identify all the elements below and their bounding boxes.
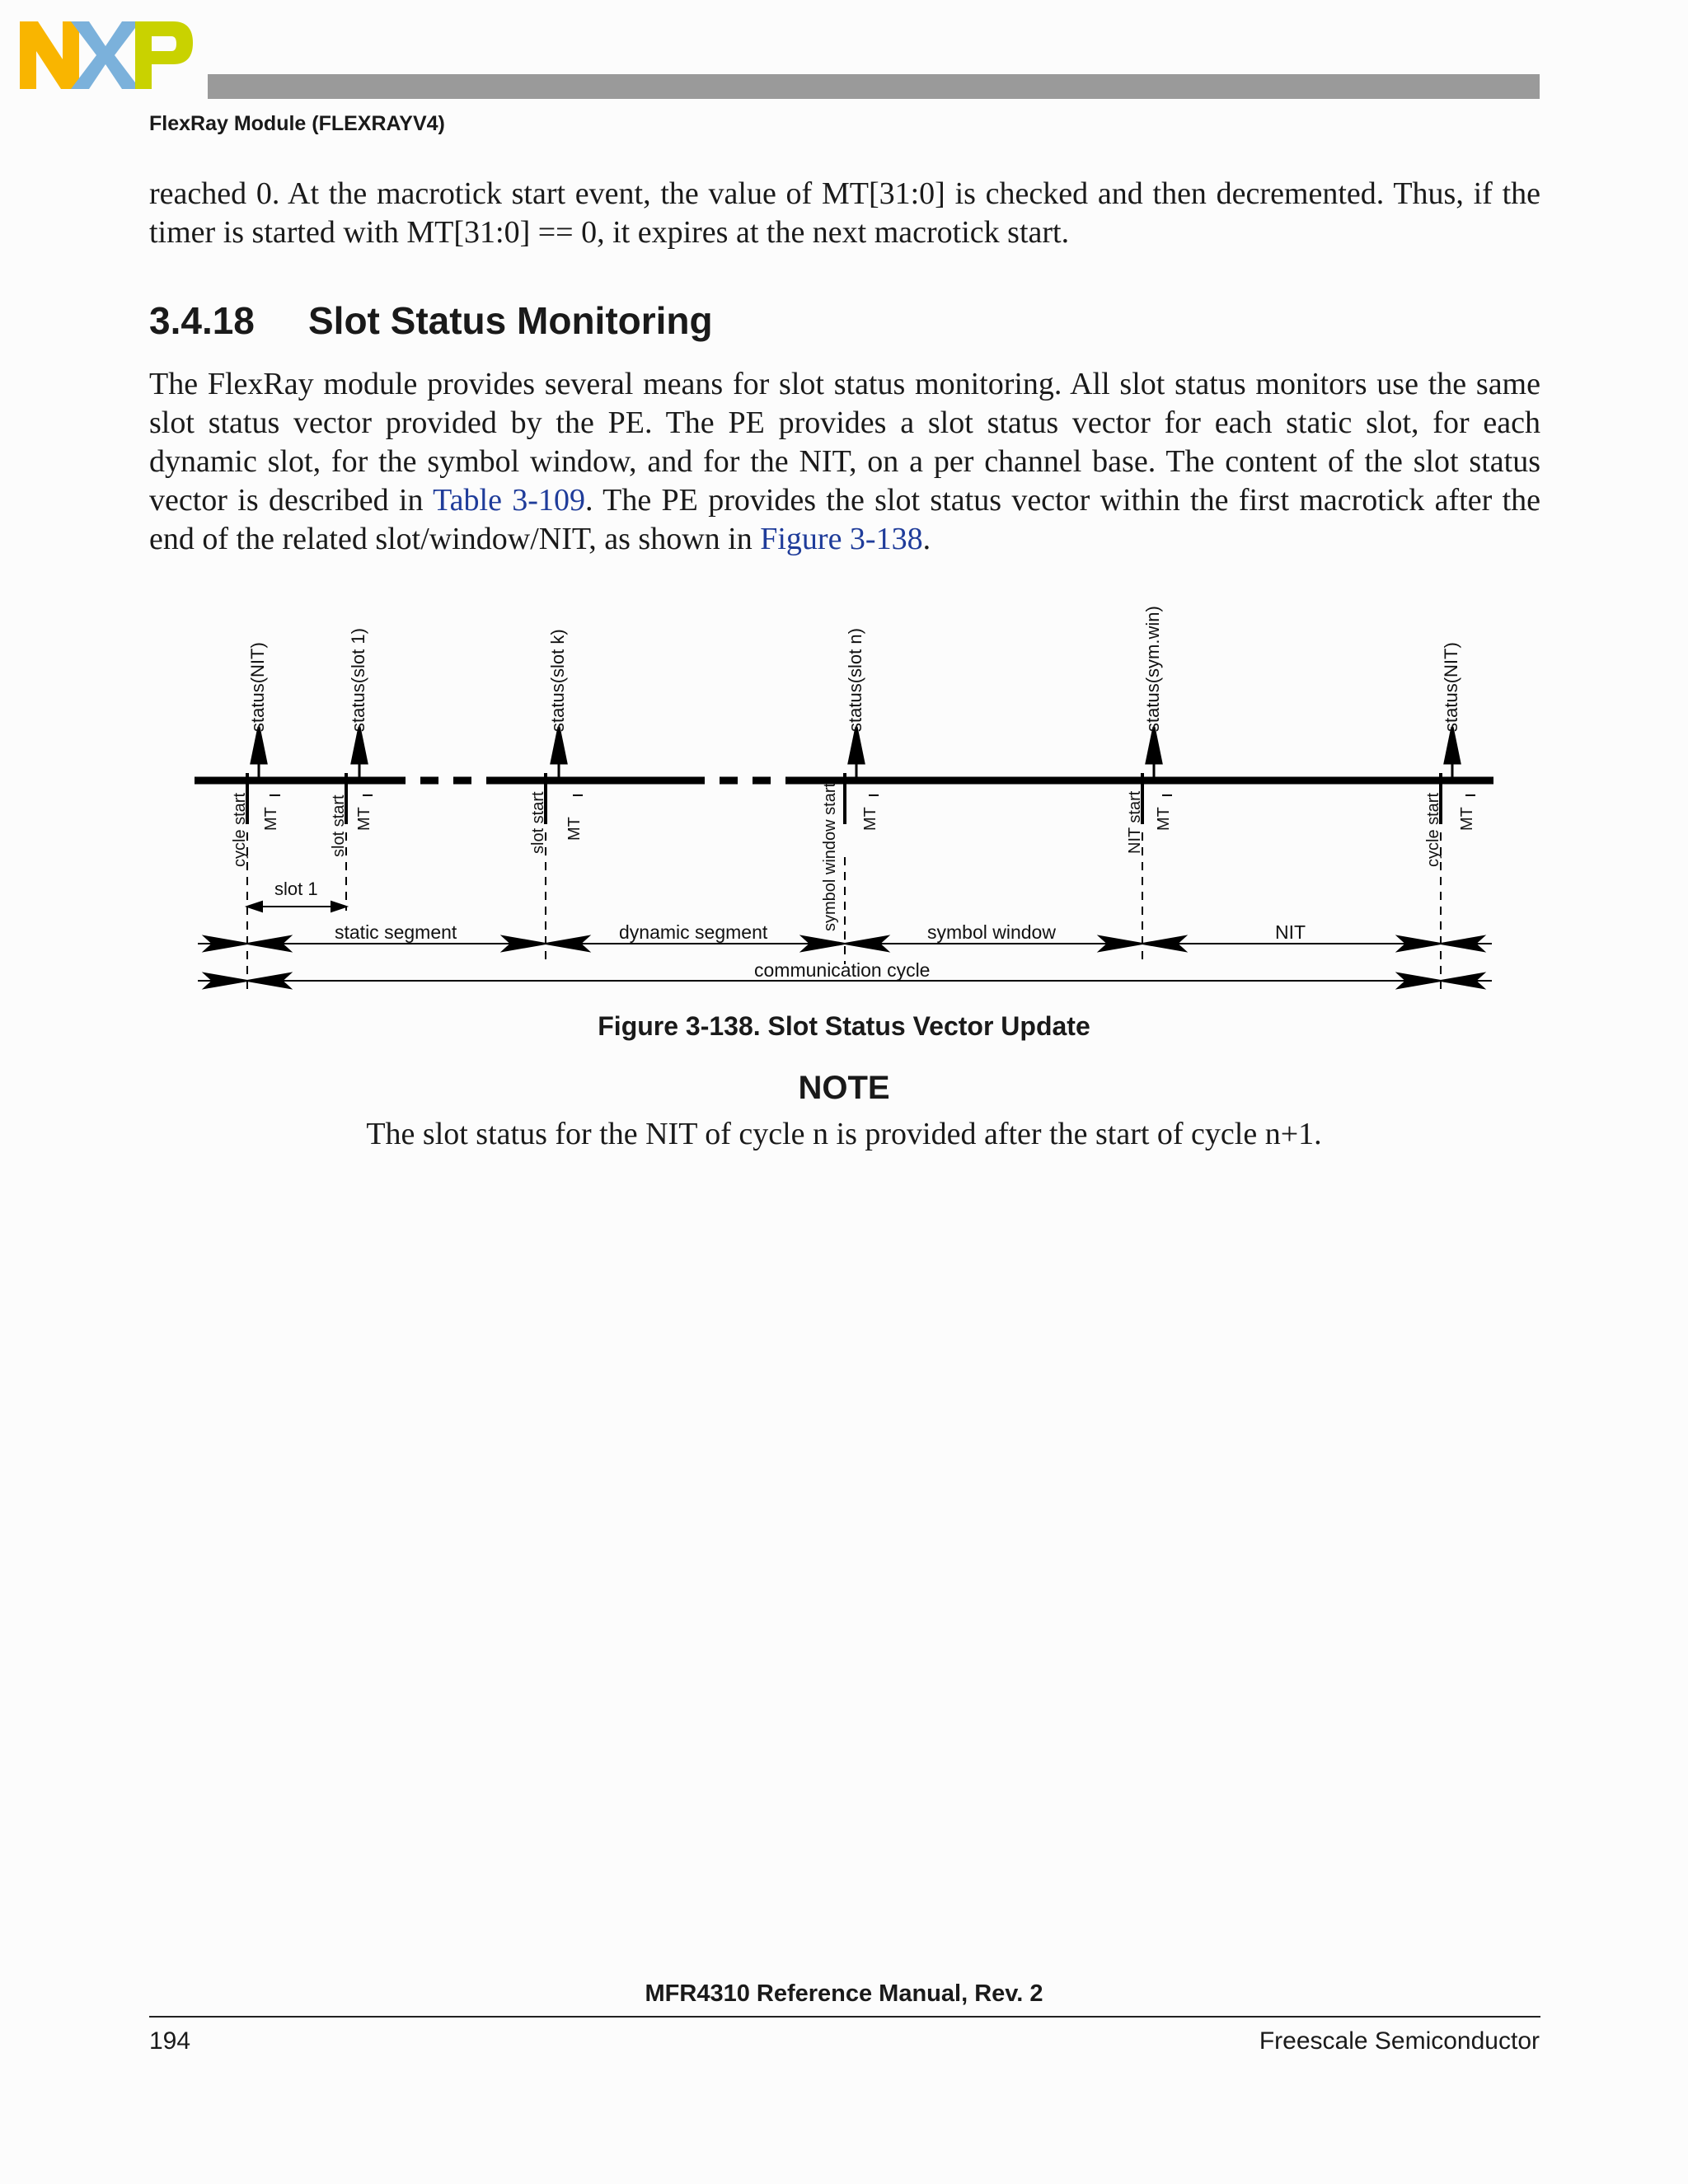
segment-label: static segment (335, 921, 457, 943)
note-heading: NOTE (798, 1070, 890, 1106)
header-bar (208, 74, 1540, 99)
status-label: status(slot k) (547, 629, 568, 732)
section-paragraph (149, 365, 1540, 559)
nxp-logo (20, 21, 193, 89)
page-number: 194 (149, 2027, 191, 2055)
mt-label: MT (355, 807, 373, 831)
section-title: Slot Status Monitoring (308, 299, 713, 342)
status-label: status(sym.win) (1142, 606, 1163, 732)
segment-label: NIT (1275, 921, 1306, 943)
footer-manual-title: MFR4310 Reference Manual, Rev. 2 (645, 1980, 1043, 2007)
event-label: NIT start (1126, 790, 1144, 854)
status-label: status(NIT) (247, 642, 268, 732)
mt-label: MT (262, 807, 280, 831)
cycle-label: communication cycle (754, 959, 931, 981)
mt-label: MT (1458, 807, 1476, 831)
intro-paragraph: reached 0. At the macrotick start event, the value of MT[31:0] is checked and then decremented. Thus, if the timer is started with MT[31:0] == 0, it expires at the next macrotick start. (149, 176, 1540, 250)
paragraph-text-1: The FlexRay module provides several means for slot status monitoring. All slot status monitors use the same slot status vector provided by the PE. The PE provides a slot status vector for each static slot, for each dynamic slot, for the symbol window, and for the NIT, on a per channel base. The content of the slot status vector is described in (149, 367, 1540, 518)
status-label: status(NIT) (1441, 642, 1461, 732)
footer-company: Freescale Semiconductor (1259, 2027, 1540, 2055)
status-label: status(slot n) (845, 628, 865, 732)
event-label: cycle start (1424, 792, 1442, 867)
figure-ref-link[interactable]: Figure 3-138 (760, 522, 923, 556)
footer-rule (149, 2016, 1540, 2018)
mt-labels (262, 807, 1476, 841)
segment-label: symbol window (927, 921, 1056, 943)
event-labels (231, 782, 1442, 931)
slot1-label: slot 1 (274, 879, 318, 899)
status-label: status(slot 1) (348, 628, 368, 732)
segment-label: dynamic segment (619, 921, 768, 943)
mt-label: MT (565, 817, 584, 841)
event-label: slot start (529, 791, 547, 854)
mt-label: MT (1155, 807, 1173, 831)
figure-caption: Figure 3-138. Slot Status Vector Update (598, 1011, 1090, 1041)
running-title: FlexRay Module (FLEXRAYV4) (149, 112, 445, 135)
slot1-dimension (247, 902, 346, 912)
section-number: 3.4.18 (149, 299, 255, 342)
event-label: slot start (330, 794, 348, 857)
slot-status-figure (0, 577, 1688, 1005)
status-arrows (251, 727, 1460, 779)
event-label: symbol window start (821, 782, 839, 931)
mt-label: MT (861, 807, 879, 831)
paragraph-text-2: . The PE provides the slot status vector within the first macrotick after the end of the related slot/window/NIT, as shown in (149, 483, 1540, 556)
paragraph-text-3: . (922, 522, 931, 556)
section-heading (149, 298, 713, 343)
table-ref-link[interactable]: Table 3-109 (433, 483, 585, 518)
status-labels (247, 606, 1461, 732)
event-label: cycle start (231, 792, 249, 867)
note-text: The slot status for the NIT of cycle n is provided after the start of cycle n+1. (366, 1117, 1322, 1151)
